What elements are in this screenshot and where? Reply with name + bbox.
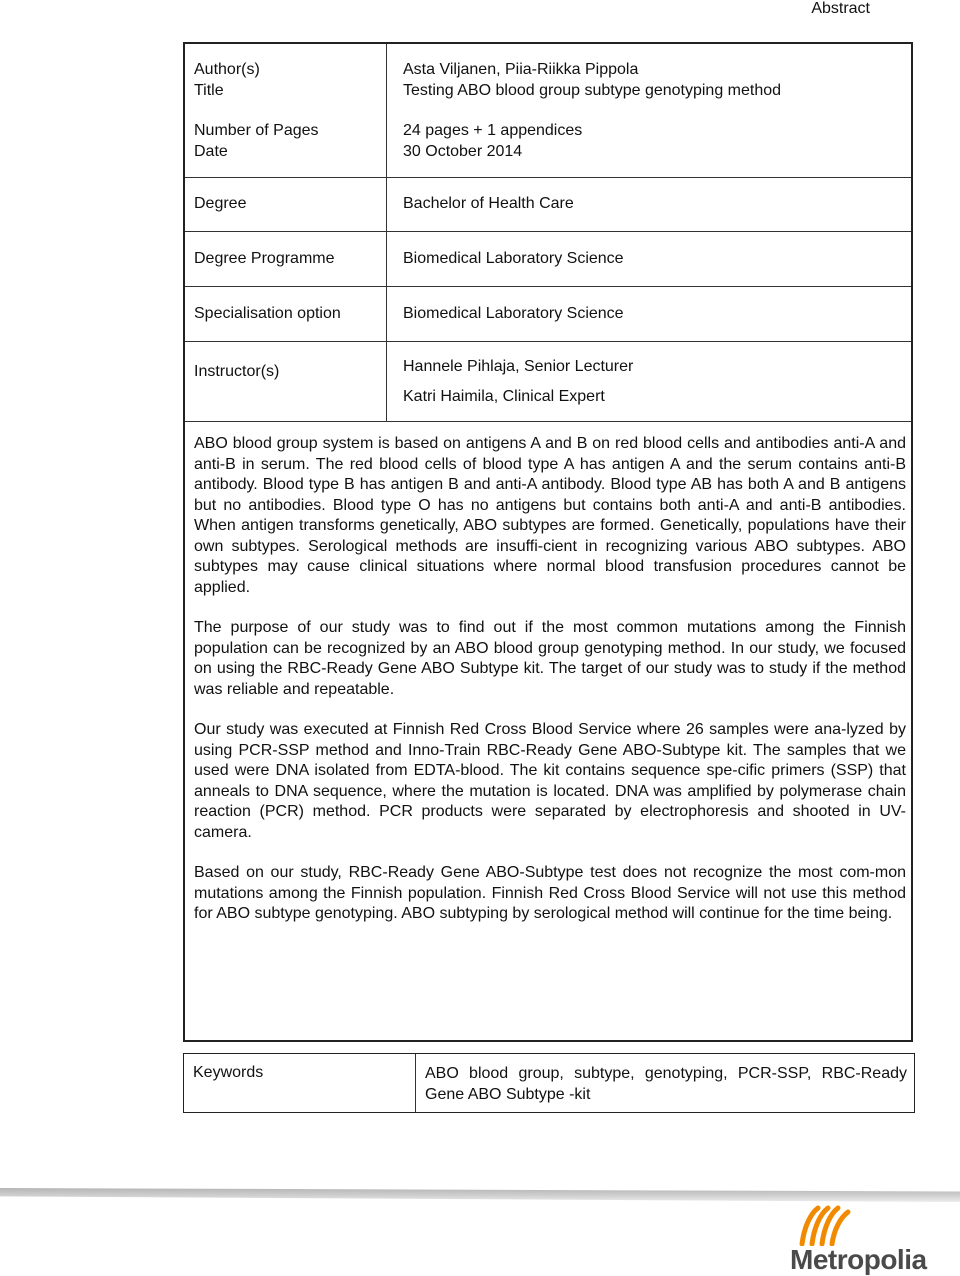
author-label: Author(s) (194, 61, 260, 78)
instructor-1: Hannele Pihlaja, Senior Lecturer (403, 358, 634, 375)
keywords-box (183, 1053, 915, 1113)
logo-wordmark: Metropolia (790, 1244, 927, 1275)
info-row-instructors (185, 342, 911, 422)
programme-value: Biomedical Laboratory Science (403, 250, 624, 267)
info-row-degree (185, 178, 911, 232)
date-value: 30 October 2014 (403, 143, 523, 160)
info-row-programme (185, 232, 911, 287)
specialisation-value: Biomedical Laboratory Science (403, 305, 624, 322)
author-value: Asta Viljanen, Piia-Riikka Pippola (403, 61, 639, 78)
page-header-label: Abstract (811, 0, 870, 17)
specialisation-label: Specialisation option (194, 305, 341, 322)
info-row-specialisation (185, 287, 911, 342)
pages-value: 24 pages + 1 appendices (403, 122, 583, 139)
abstract-paragraph-2: The purpose of our study was to find out if the most common mutations among the Finnish population can be recognized by an ABO blood group genotyping method. In our study, we focused on using the RBC-Ready Gene ABO Subtype kit. The target of our study was to study if the method was reliable and repeatable. (194, 619, 906, 698)
instructor-2: Katri Haimila, Clinical Expert (403, 388, 605, 405)
keywords-label: Keywords (193, 1064, 264, 1081)
pages-label: Number of Pages (194, 122, 319, 139)
abstract-paragraph-3: Our study was executed at Finnish Red Cross Blood Service where 26 samples were ana-lyzed by using PCR-SSP method and Inno-Train RBC-Ready Gene ABO-Subtype kit. The samples that we used were DNA isolated from EDTA-blood. The kit contains sequence spe-cific primers (SSP) that anneals to DNA sequence, where the mutation is located. DNA was amplified by polymerase chain reaction (PCR) method. PCR products were separated by electrophoresis and shooted in UV-camera. (194, 721, 906, 841)
date-label: Date (194, 143, 228, 160)
abstract-paragraph-1: ABO blood group system is based on antigens A and B on red blood cells and antibodies anti-A and anti-B in serum. The red blood cells of blood type A has antigen A and the serum contains anti-B antibody. Blood type B has antigen B and anti-A antibody. Blood type AB has both A and B antigens but no antibodies. Blood type O has no antigens but contains both anti-A and anti-B antibodies. When antigen transforms genetically, ABO subtypes are formed. Genetically, populations have their own subtypes. Serological methods are insuffi-cient in recognizing various ABO subtypes. ABO subtypes may cause clinical situations where normal blood transfusion procedures cannot be applied. (194, 435, 906, 596)
degree-value: Bachelor of Health Care (403, 195, 574, 212)
title-value: Testing ABO blood group subtype genotyping method (403, 82, 782, 99)
abstract-body (194, 434, 906, 945)
abstract-paragraph-4: Based on our study, RBC-Ready Gene ABO-Subtype test does not recognize the most com-mon mutations among the Finnish population. Finnish Red Cross Blood Service will not use this method for ABO subtype genotyping. ABO subtyping by serological method will continue for the time being. (194, 864, 906, 922)
footer-band (0, 1188, 960, 1202)
info-row-author (185, 44, 911, 178)
metropolia-logo (790, 1204, 930, 1276)
keywords-value: ABO blood group, subtype, genotyping, PCR-SSP, RBC-Ready Gene ABO Subtype -kit (425, 1065, 907, 1103)
instructors-label: Instructor(s) (194, 363, 280, 380)
keywords-divider (415, 1054, 416, 1112)
title-label: Title (194, 82, 224, 99)
degree-label: Degree (194, 195, 247, 212)
programme-label: Degree Programme (194, 250, 335, 267)
info-frame (183, 42, 913, 1042)
metropolia-logo-mark-icon (790, 1204, 860, 1246)
